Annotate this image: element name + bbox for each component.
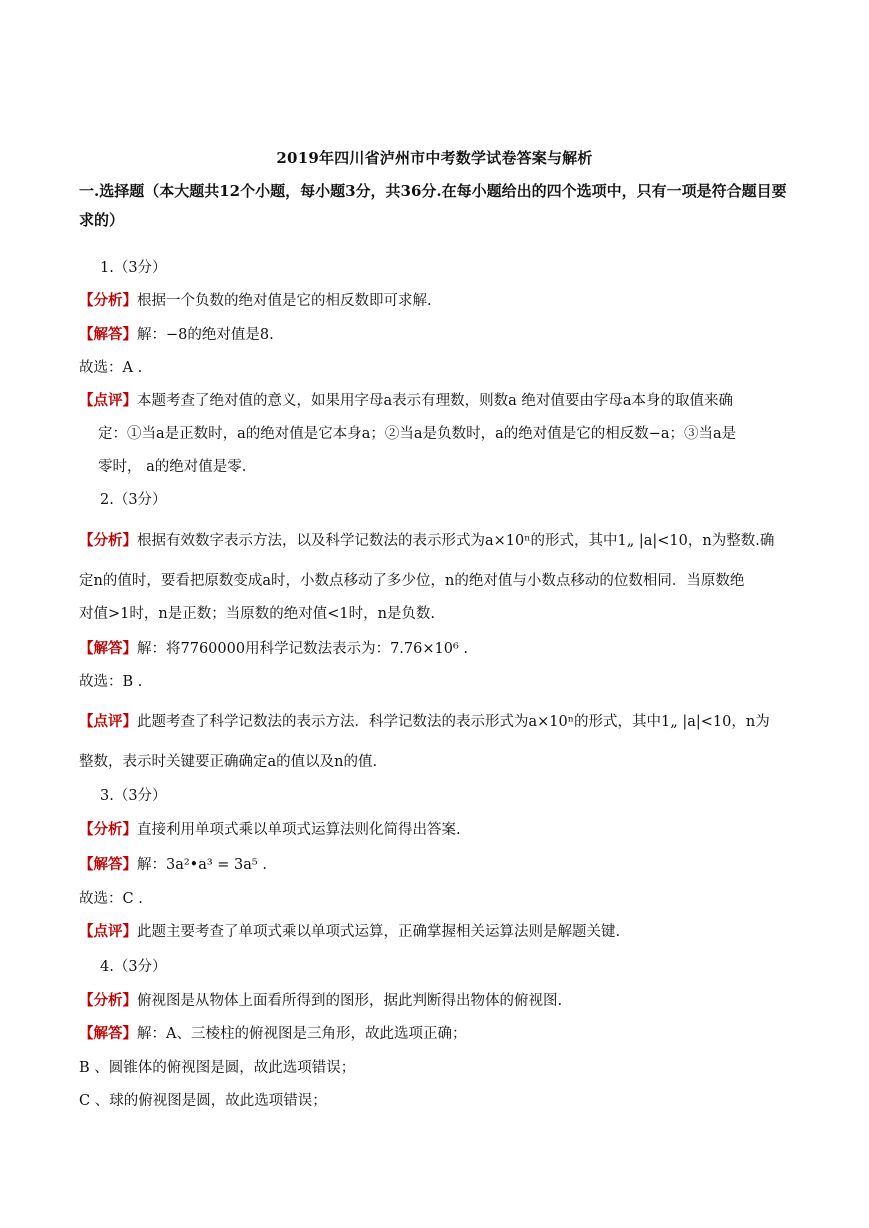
q2-analysis-line2: 定n的值时，要看把原数变成a时，小数点移动了多少位，n的绝对值与小数点移动的位数相同．当原数绝 <box>79 573 745 589</box>
q3-answer-text: 解：3a²•a³ = 3a⁵ . <box>137 857 267 873</box>
q2-comment <box>79 710 770 731</box>
q1-comment-line1: 本题考查了绝对值的意义，如果用字母a表示有理数，则数a 绝对值要由字母a本身的取值来确 <box>137 393 734 409</box>
q1-answer <box>79 323 274 344</box>
q4-number: 4.（3分） <box>100 959 167 975</box>
q4-analysis-text: 俯视图是从物体上面看所得到的图形，据此判断得出物体的俯视图. <box>137 993 563 1009</box>
q1-answer-text: 解：−8的绝对值是8. <box>137 327 274 343</box>
document-title: 2019年四川省泸州市中考数学试卷答案与解析 <box>276 149 593 167</box>
analysis-tag: 【分析】 <box>79 292 137 309</box>
q3-comment-text: 此题主要考查了单项式乘以单项式运算，正确掌握相关运算法则是解题关键. <box>137 924 621 940</box>
q2-choice: 故选：B . <box>79 674 143 690</box>
analysis-tag: 【分析】 <box>79 532 137 549</box>
q1-number: 1.（3分） <box>100 260 167 276</box>
analysis-tag: 【分析】 <box>79 992 137 1009</box>
q2-analysis-line1: 根据有效数字表示方法，以及科学记数法的表示形式为a×10ⁿ的形式，其中1„ |a|<10，n为整数.确 <box>137 533 775 549</box>
q1-analysis-text: 根据一个负数的绝对值是它的相反数即可求解. <box>137 293 432 309</box>
q3-number: 3.（3分） <box>100 788 167 804</box>
q2-comment-line2: 整数，表示时关键要正确确定a的值以及n的值. <box>79 754 378 770</box>
q3-answer <box>79 853 267 874</box>
q3-analysis <box>79 818 461 839</box>
answer-tag: 【解答】 <box>79 326 137 343</box>
q4-answer-text: 解：A、三棱柱的俯视图是三角形，故此选项正确； <box>137 1026 467 1042</box>
q2-answer-text: 解：将7760000用科学记数法表示为：7.76×10⁶ . <box>137 641 468 657</box>
q1-comment-line3: 零时， a的绝对值是零. <box>98 459 247 475</box>
q4-answer <box>79 1022 466 1043</box>
q1-analysis <box>79 289 432 310</box>
q1-comment <box>79 389 733 410</box>
q3-choice: 故选：C . <box>79 891 143 907</box>
comment-tag: 【点评】 <box>79 392 137 409</box>
q2-answer <box>79 637 468 658</box>
q4-analysis <box>79 989 562 1010</box>
answer-tag: 【解答】 <box>79 1025 137 1042</box>
answer-tag: 【解答】 <box>79 640 137 657</box>
q2-analysis <box>79 529 774 550</box>
analysis-tag: 【分析】 <box>79 821 137 838</box>
q2-number: 2.（3分） <box>100 492 167 508</box>
section-heading: 一.选择题（本大题共12个小题，每小题3分，共36分.在每小题给出的四个选项中，只有一项是符合题目要求的） <box>79 182 787 229</box>
q4-option-b: B 、圆锥体的俯视图是圆，故此选项错误； <box>79 1060 356 1076</box>
q3-analysis-text: 直接利用单项式乘以单项式运算法则化简得出答案. <box>137 822 461 838</box>
comment-tag: 【点评】 <box>79 713 137 730</box>
answer-tag: 【解答】 <box>79 856 137 873</box>
q2-comment-line1: 此题考查了科学记数法的表示方法．科学记数法的表示形式为a×10ⁿ的形式，其中1„ |a|<10，n为 <box>137 714 770 730</box>
q1-comment-line2: 定：①当a是正数时，a的绝对值是它本身a；②当a是负数时，a的绝对值是它的相反数−a；③当a是 <box>98 426 737 442</box>
comment-tag: 【点评】 <box>79 923 137 940</box>
q4-option-c: C 、球的俯视图是圆，故此选项错误； <box>79 1093 327 1109</box>
q1-choice: 故选：A . <box>79 360 143 376</box>
q3-comment <box>79 920 620 941</box>
q2-analysis-line3: 对值>1时，n是正数；当原数的绝对值<1时，n是负数. <box>79 606 436 622</box>
